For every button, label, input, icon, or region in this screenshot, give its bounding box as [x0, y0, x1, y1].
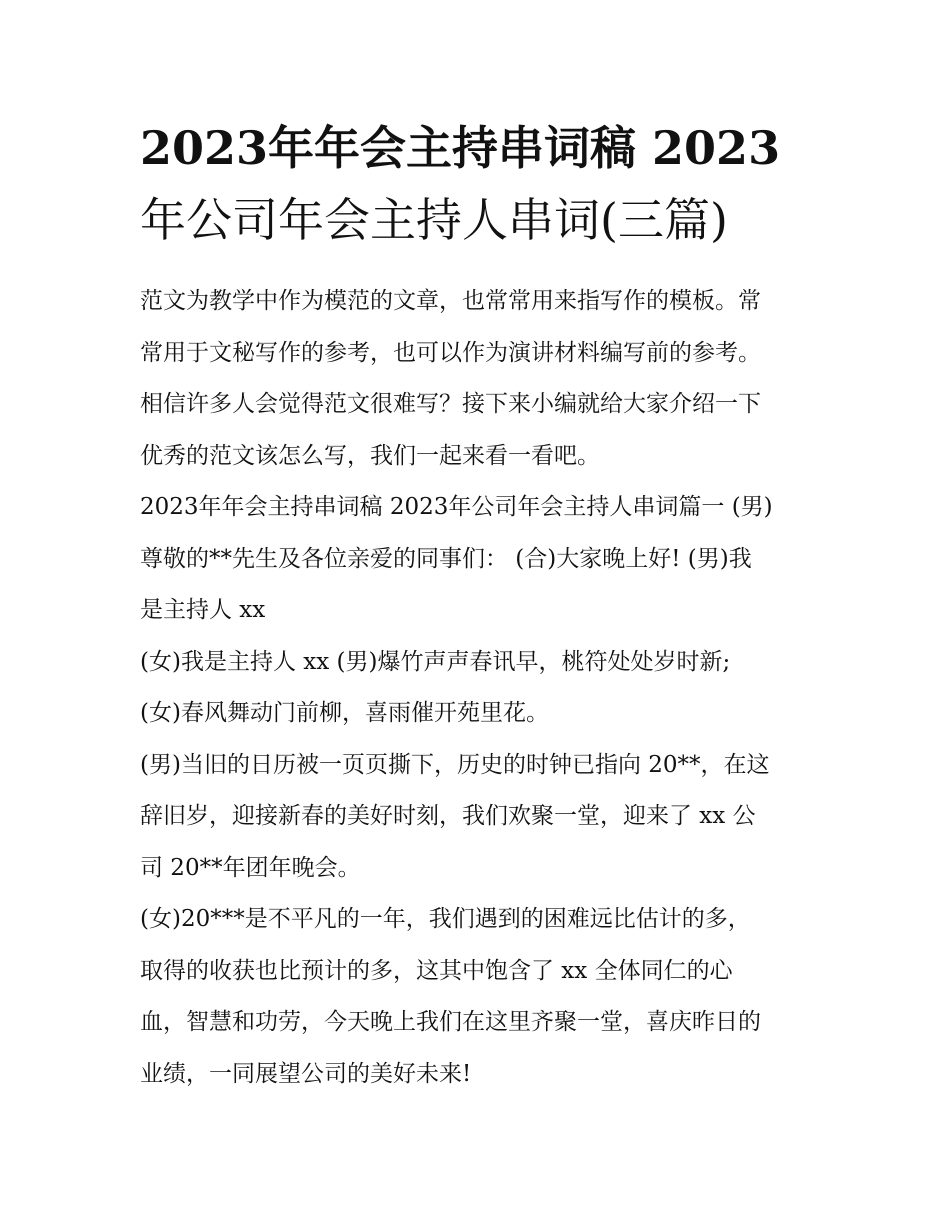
document-page	[140, 112, 820, 1100]
text-line: (女)春风舞动门前柳，喜雨催开苑里花。	[140, 700, 549, 726]
document-body	[140, 276, 820, 1100]
text-line: 范文为教学中作为模范的文章，也常常用来指写作的模板。常	[140, 288, 761, 314]
text-line: 2023年年会主持串词稿 2023年公司年会主持人串词篇一 (男)	[140, 494, 773, 520]
text-line: 尊敬的**先生及各位亲爱的同事们： (合)大家晚上好! (男)我	[140, 545, 752, 572]
title-line-1: 2023年年会主持串词稿 2023	[140, 121, 781, 175]
text-line: 辞旧岁，迎接新春的美好时刻，我们欢聚一堂，迎来了 xx 公	[140, 803, 756, 829]
text-line: 相信许多人会觉得范文很难写？接下来小编就给大家介绍一下	[140, 391, 761, 417]
text-line: (男)当旧的日历被一页页撕下，历史的时钟已指向 20**，在这	[140, 751, 770, 778]
document-title	[140, 112, 820, 256]
text-line: 取得的收获也比预计的多，这其中饱含了 xx 全体同仁的心	[140, 957, 733, 984]
text-line: 是主持人 xx	[140, 597, 266, 623]
title-line-2: 年公司年会主持人串词(三篇)	[140, 193, 728, 247]
text-line: (女)20***是不平凡的一年，我们遇到的困难远比估计的多，	[140, 906, 751, 932]
text-line: 业绩，一同展望公司的美好未来!	[140, 1060, 472, 1087]
text-line: (女)我是主持人 xx (男)爆竹声声春讯早，桃符处处岁时新;	[140, 648, 731, 675]
text-line: 优秀的范文该怎么写，我们一起来看一看吧。	[140, 442, 600, 469]
text-line: 血，智慧和功劳，今天晚上我们在这里齐聚一堂，喜庆昨日的	[140, 1009, 761, 1035]
text-line: 常用于文秘写作的参考，也可以作为演讲材料编写前的参考。	[140, 339, 761, 366]
text-line: 司 20**年团年晚会。	[140, 854, 361, 881]
